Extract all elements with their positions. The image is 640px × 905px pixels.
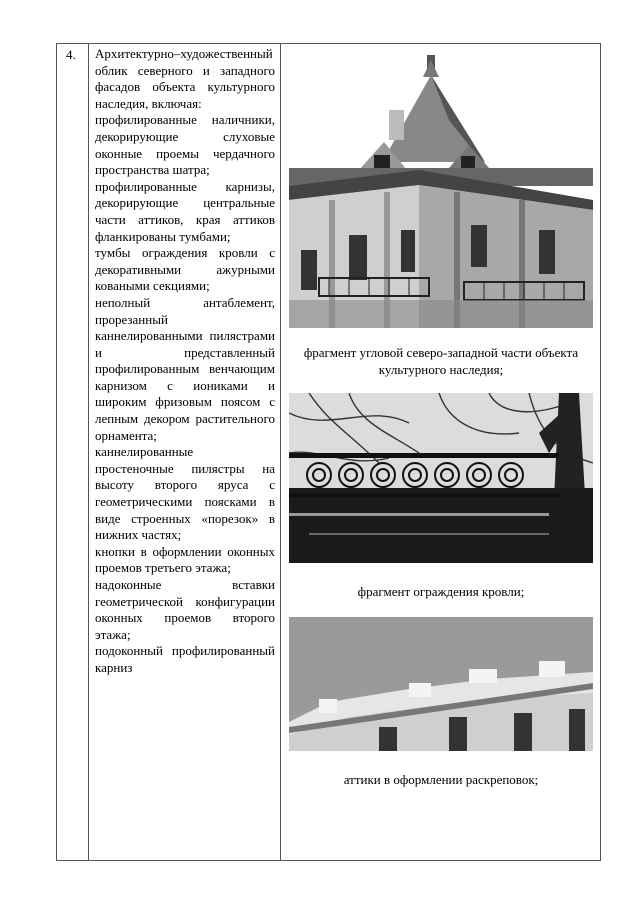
table-border-top xyxy=(56,43,601,44)
description-item: подоконный профилированный карниз xyxy=(95,643,275,675)
description-item: каннелированные простеночные пилястры на высоту второго яруса с геометрическими поясками в виде строенных «порезок» в нижних частях; xyxy=(95,444,275,543)
table-border-left xyxy=(56,43,57,861)
row-number: 4. xyxy=(66,47,76,62)
description-item: тумбы ограждения кровли с декоративными ажурными коваными секциями; xyxy=(95,245,275,294)
table-border-right xyxy=(600,43,601,861)
description-item: кнопки в оформлении оконных проемов третьего этажа; xyxy=(95,543,275,576)
description-item: неполный антаблемент, прорезанный каннелированными пилястрами и представленный профилированным венчающим карнизом с иониками и широким фризовым поясом с лепным декором растительного орнамента; xyxy=(95,294,275,443)
photo-caption: фрагмент угловой северо-западной части объекта культурного наследия; xyxy=(303,345,579,377)
photo-corner-building xyxy=(289,50,593,328)
table-divider-1 xyxy=(88,43,89,861)
description-item: профилированные наличники, декорирующие слуховые оконные проемы чердачного пространства шатра; xyxy=(95,112,275,178)
description-cell xyxy=(95,46,275,677)
description-item: профилированные карнизы, декорирующие центральные части аттиков, края аттиков фланкированы тумбами; xyxy=(95,178,275,244)
photo-attics xyxy=(289,617,593,751)
table-divider-2 xyxy=(280,43,281,861)
photo-roof-railing xyxy=(289,393,593,563)
description-item: надоконные вставки геометрической конфигурации оконных проемов второго этажа; xyxy=(95,577,275,642)
description-item: Архитектурно–художественный облик северного и западного фасадов объекта культурного наследия, включая: xyxy=(95,46,275,111)
photo-caption: фрагмент ограждения кровли; xyxy=(357,584,525,599)
photo-caption: аттики в оформлении раскреповок; xyxy=(343,772,539,787)
table-border-bottom xyxy=(56,860,601,861)
